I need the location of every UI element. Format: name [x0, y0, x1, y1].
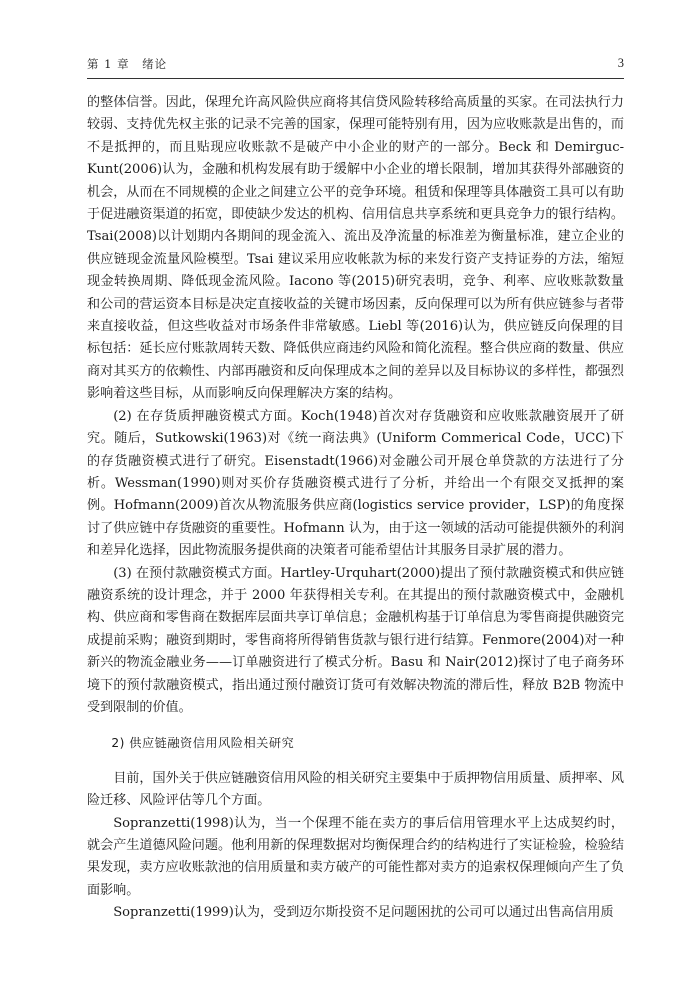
paragraph: Sopranzetti(1999)认为，受到迈尔斯投资不足问题困扰的公司可以通过出售高信用质 — [113, 905, 614, 921]
paragraph: 目前，国外关于供应链融资信用风险的相关研究主要集中于质押物信用质量、质押率、风险迁移、风险评估等几个方面。 — [87, 770, 624, 809]
paragraph: 的整体信誉。因此，保理允许高风险供应商将其信贷风险转移给高质量的买家。在司法执行力较弱、支持优先权主张的记录不完善的国家，保理可能特别有用，因为应收账款是出售的，而不是抵押的，而且贴现应收账款不是破产中小企业的财产的一部分。Beck 和 Demirguc-Kunt(2006)认为，金融和机构发展有助于缓解中小企业的增长限制，增加其获得外部融资的机会，从而在不同规模的企业之间建立公平的竞争环境。租赁和保理等具体融资工具可以有助于促进融资渠道的拓宽，即使缺少发达的机构、信用信息共享系统和更具竞争力的银行结构。Tsai(2008)以计划期内各期间的现金流入、流出及净流量的标准差为衡量标准，建立企业的供应链现金流量风险模型。Tsai 建议采用应收帐款为标的来发行资产支持证券的方法，缩短现金转换周期、降低现金流风险。Iacono 等(2015)研究表明，竞争、利率、应收账款数量和公司的营运资本目标是决定直接收益的关键市场因素，反向保理可以为所有供应链参与者带来直接收益，但这些收益对市场条件非常敏感。Liebl 等(2016)认为，供应链反向保理的目标包括：延长应付账款周转天数、降低供应商违约风险和简化流程。整合供应商的数量、供应商对其买方的依赖性、内部再融资和反向保理成本之间的差异以及目标协议的多样性，都强烈影响着这些目标，从而影响反向保理解决方案的结构。 — [87, 95, 624, 402]
body-text — [87, 92, 624, 925]
section-heading: 2) 供应链融资信用风险相关研究 — [111, 736, 295, 751]
paragraph: Sopranzetti(1998)认为，当一个保理不能在卖方的事后信用管理水平上达成契约时，就会产生道德风险问题。他利用新的保理数据对均衡保理合约的结构进行了实证检验，检验结果发现，卖方应收账款池的信用质量和卖方破产的可能性都对卖方的追索权保理倾向产生了负面影响。 — [87, 815, 624, 898]
running-header — [87, 56, 624, 76]
header-rule — [87, 78, 624, 79]
paragraph: (3) 在预付款融资模式方面。Hartley-Urquhart(2000)提出了预付款融资模式和供应链融资系统的设计理念，并于 2000 年获得相关专利。在其提出的预付款融资模式中，金融机构、供应商和零售商在数据库层面共享订单信息；金融机构基于订单信息为零售商提供融资完成提前采购；融资到期时，零售商将所得销售货款与银行进行结算。Fenmore(2004)对一种新兴的物流金融业务——订单融资进行了模式分析。Basu 和 Nair(2012)探讨了电子商务环境下的预付款融资模式，指出通过预付融资订货可有效解决物流的滞后性，释放 B2B 物流中受到限制的价值。 — [87, 565, 624, 715]
chapter-title: 第 1 章 绪论 — [87, 57, 168, 71]
paragraph: (2) 在存货质押融资模式方面。Koch(1948)首次对存货融资和应收账款融资展开了研究。随后，Sutkowski(1963)对《统一商法典》(Uniform Commerical Code，UCC)下的存货融资模式进行了研究。Eisenstadt(1966)对金融公司开展仓单贷款的方法进行了分析。Wessman(1990)则对买价存货融资模式进行了分析，并给出一个有限交叉抵押的案例。Hofmann(2009)首次从物流服务供应商(logistics service provider，LSP)的角度探讨了供应链中存货融资的重要性。Hofmann 认为，由于这一领域的活动可能提供额外的利润和差异化选择，因此物流服务提供商的决策者可能希望估计其服务目录扩展的潜力。 — [87, 408, 624, 559]
page-number: 3 — [617, 56, 624, 70]
